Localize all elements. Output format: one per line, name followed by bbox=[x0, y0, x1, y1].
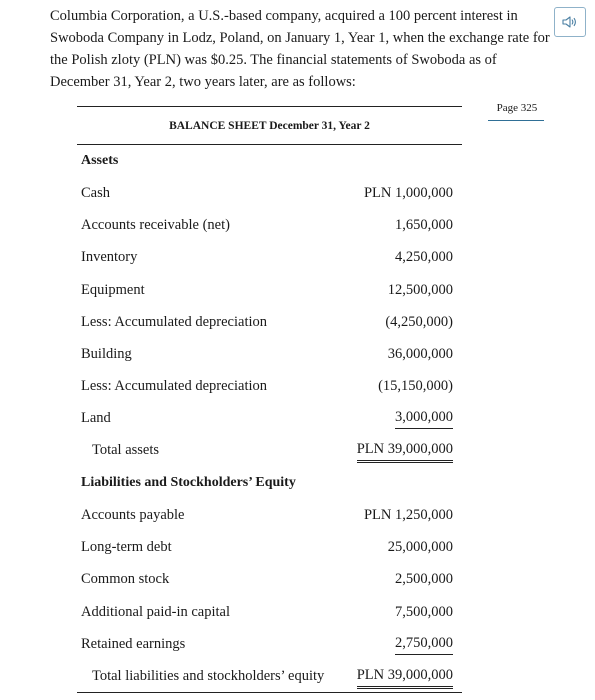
row-amount: 1,650,000 bbox=[395, 217, 453, 233]
section-heading-liabilities bbox=[81, 471, 453, 495]
table-row bbox=[81, 342, 453, 366]
row-label: Retained earnings bbox=[81, 636, 186, 652]
row-amount: 2,750,000 bbox=[395, 632, 453, 655]
row-label: Additional paid-in capital bbox=[81, 604, 230, 620]
problem-intro-text: Columbia Corporation, a U.S.-based company, acquired a 100 percent interest in Swoboda Company in Lodz, Poland, on January 1, Year 1, when the exchange rate for the Polish zloty (PLN) was $0.25. The financial statements of Swoboda as of December 31, Year 2, two years later, are as follows: bbox=[50, 8, 550, 90]
row-label: Inventory bbox=[81, 249, 138, 265]
page-reference-label: Page 325 bbox=[496, 102, 538, 114]
table-row bbox=[81, 181, 453, 205]
page-reference-underline bbox=[488, 120, 544, 121]
table-row bbox=[81, 213, 453, 237]
row-label: Common stock bbox=[81, 571, 170, 587]
table-header-rule bbox=[77, 144, 462, 145]
row-amount: 3,000,000 bbox=[395, 406, 453, 429]
row-amount: PLN 39,000,000 bbox=[357, 438, 453, 463]
table-row bbox=[81, 310, 453, 334]
row-label: Land bbox=[81, 410, 111, 426]
table-row bbox=[81, 600, 453, 624]
table-bottom-rule bbox=[77, 692, 462, 693]
table-row bbox=[81, 406, 453, 430]
row-label: Equipment bbox=[81, 282, 145, 298]
row-label: Accounts receivable (net) bbox=[81, 217, 230, 233]
table-row bbox=[81, 567, 453, 591]
row-amount: 4,250,000 bbox=[395, 249, 453, 265]
row-label: Total liabilities and stockholders’ equity bbox=[92, 668, 325, 684]
section-heading-assets bbox=[81, 149, 453, 173]
table-row bbox=[81, 278, 453, 302]
row-label: Long-term debt bbox=[81, 539, 172, 555]
audio-play-button[interactable] bbox=[554, 7, 586, 37]
row-label: Less: Accumulated depreciation bbox=[81, 378, 268, 394]
row-amount: (15,150,000) bbox=[378, 378, 453, 394]
row-label: Accounts payable bbox=[81, 507, 185, 523]
speaker-icon bbox=[562, 15, 578, 29]
row-amount: PLN 1,000,000 bbox=[363, 185, 453, 201]
row-amount: 7,500,000 bbox=[395, 604, 453, 620]
row-amount: (4,250,000) bbox=[385, 314, 453, 330]
row-label: Total assets bbox=[92, 442, 160, 458]
balance-sheet-title: BALANCE SHEET December 31, Year 2 bbox=[169, 120, 370, 132]
row-label: Less: Accumulated depreciation bbox=[81, 314, 268, 330]
total-row bbox=[81, 438, 453, 462]
section-label: Liabilities and Stockholders’ Equity bbox=[81, 475, 296, 490]
table-row bbox=[81, 535, 453, 559]
row-amount: 2,500,000 bbox=[395, 571, 453, 587]
section-label: Assets bbox=[81, 153, 119, 168]
row-amount: 25,000,000 bbox=[387, 539, 453, 555]
table-row bbox=[81, 632, 453, 656]
table-top-rule bbox=[77, 106, 462, 107]
row-label: Building bbox=[81, 346, 132, 362]
table-row bbox=[81, 245, 453, 269]
total-row bbox=[81, 664, 453, 688]
row-amount: 36,000,000 bbox=[387, 346, 453, 362]
table-row bbox=[81, 503, 453, 527]
row-amount: PLN 39,000,000 bbox=[357, 664, 453, 689]
row-label: Cash bbox=[81, 185, 110, 201]
table-row bbox=[81, 374, 453, 398]
row-amount: PLN 1,250,000 bbox=[363, 507, 453, 523]
row-amount: 12,500,000 bbox=[387, 282, 453, 298]
